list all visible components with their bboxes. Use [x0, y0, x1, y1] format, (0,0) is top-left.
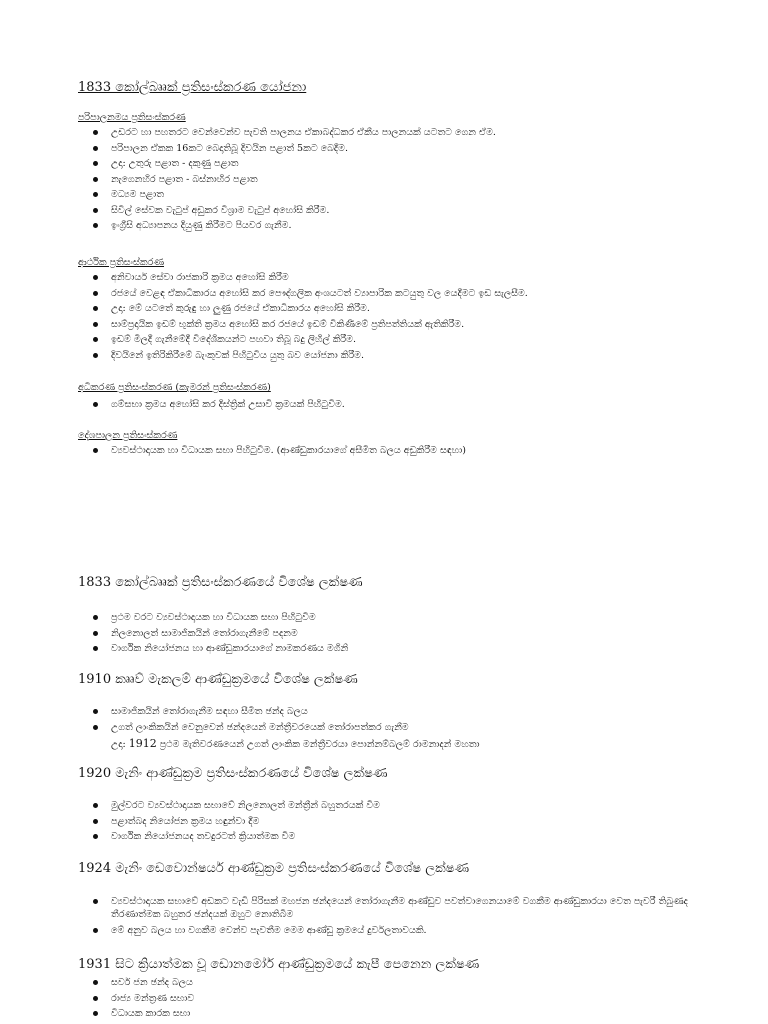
example-note: උදා: 1912 ප්‍රථම මැතිවරණයෙන් උගත් ලාංකික මන්ත්‍රීවරයා පොන්නම්බලම් රාමනාදන් මහතා: [111, 737, 480, 750]
list-item: වාර්ගික නියෝජනයද තවදුරටත් ක්‍රියාත්මක වීම: [78, 829, 738, 845]
list-item: මුල්වරට ව්‍යවස්ථාදායක සභාවේ නිලනොලත් මන්ත්‍රීන් බහුතරයක් වීම: [78, 798, 738, 814]
section-title-1910-features: 1910 කෲව් මැකලම් ආණ්ඩුක්‍රමයේ විශේෂ ලක්ෂණ: [78, 672, 358, 687]
list-item: සර්ව ජන ඡන්ද බලය: [78, 975, 738, 991]
list-item: නිලනොලත් සාමාජිකයින් තෝරාගැනීමේ පදනම: [78, 626, 738, 642]
section-title-1833-proposals: 1833 කෝල්බෲක් ප්‍රතිසංස්කරණ යෝජනා: [78, 80, 307, 95]
section-title-1920-features: 1920 මැනිං ආණ්ඩුක්‍රම ප්‍රතිසංස්කරණයේ විශේෂ ලක්ෂණ: [78, 766, 388, 781]
bullet-icon: [93, 803, 98, 808]
list-item: සාමාජිකයින් තෝරාගැනීම සඳහා සීමිත ඡන්ද බලය: [78, 704, 738, 720]
list-item: මධ්‍යම පළාත: [78, 187, 738, 203]
list-item: ව්‍යවස්ථාදායක හා විධායක සභා පිහිටුවීම. (ආණ්ඩුකාරයාගේ අසීමිත බලය අඩුකිරීම සඳහා): [78, 443, 738, 459]
list-item: උදා: මේ යටතේ කුරුඳු හා ලුණු රජයේ ඒකාධිකාරය අහෝසි කිරීම.: [78, 301, 738, 317]
bullet-icon: [93, 819, 98, 824]
list-item: උදා: උතුරු පළාත - දකුණු පළාත: [78, 156, 738, 172]
bullet-icon: [93, 725, 98, 730]
bullet-icon: [93, 306, 98, 311]
list-item: උගත් ලාංකිකයින් වෙනුවෙන් ඡන්දයෙන් මන්ත්‍රීවරයෙක් තෝරාපත්කර ගැනීම: [78, 720, 738, 736]
bullet-icon: [93, 834, 98, 839]
bullet-icon: [93, 146, 98, 151]
bullet-icon: [93, 291, 98, 296]
section-title-1924-features: 1924 මැනිං ඩෙවොන්ෂයර් ආණ්ඩුක්‍රම ප්‍රතිසංස්කරණයේ විශේෂ ලක්ෂණ: [78, 861, 470, 876]
section-title-1931-features: 1931 සිට ක්‍රියාත්මක වූ ඩොනමෝර් ආණ්ඩුක්‍රමයේ කැපී පෙනෙන ලක්ෂණ: [78, 957, 480, 972]
subheading-economic: ආර්ථික ප්‍රතිසංස්කරණ: [78, 257, 165, 268]
list-item: ඉඩම් මිලදී ගැනීමේදී විදේශිකයන්ට පහවා තිබූ බදු ලිහිල් කිරීම.: [78, 332, 738, 348]
list-item: ගම්සභා ක්‍රමය අහෝසි කර දිස්ත්‍රික් උසාවි ක්‍රමයක් පිහිටුවීම.: [78, 397, 738, 413]
list-item: ඉංග්‍රීසි අධ්‍යාපනය දියුණු කිරීමට පියවර ගැනීම.: [78, 218, 738, 234]
list-1924-features: [78, 894, 728, 939]
list-item: සාම්ප්‍රදායික ඉඩම් භුක්ති ක්‍රමය අහෝසි කර රජයේ ඉඩම් විකිණීමේ ප්‍රතිපත්තියක් ඇතිකිරීම.: [78, 317, 738, 333]
bullet-icon: [93, 275, 98, 280]
list-economic: [78, 270, 738, 363]
bullet-icon: [93, 448, 98, 453]
list-1931-features: [78, 975, 738, 1022]
bullet-icon: [93, 1011, 98, 1016]
bullet-icon: [93, 223, 98, 228]
bullet-icon: [93, 177, 98, 182]
bullet-icon: [93, 646, 98, 651]
list-item: පරිපාලන ඒකක 16කට බෙදාතිබූ දිවයින පළාත් 5කට බෙදීම.: [78, 141, 738, 157]
bullet-icon: [93, 353, 98, 358]
list-item: පළාත්බද නියෝජන ක්‍රමය හඳුන්වා දීම: [78, 814, 738, 830]
list-item: ව්‍යවස්ථාදායක සභාවේ අඩකට වැඩි පිරිසක් මහජන ඡන්දයෙන් තෝරාගැනීම ආණ්ඩුව පවත්වාගෙනයාමේ වගකීම ආණ්ඩුකාරයා වෙත පැවරී තිබුණද තීරණාත්මක බහුතර ඡන්දයක් ඔහුට නොතිබීම: [78, 894, 728, 923]
section-title-1833-features: 1833 කෝල්බෲක් ප්‍රතිසංස්කරණයේ විශේෂ ලක්ෂණ: [78, 575, 363, 590]
list-item: උඩරට හා පහතරට වෙන්වෙන්ව පැවති පාලනය ඒකාබද්ධකර ඒකීය පාලනයක් යටතට ගෙන ඒම.: [78, 125, 738, 141]
bullet-icon: [93, 130, 98, 135]
bullet-icon: [93, 980, 98, 985]
list-judicial: [78, 397, 738, 413]
subheading-administrative: පරිපාලනමය ප්‍රතිසංස්කරණ: [78, 112, 186, 123]
subheading-political: දේශපාලන ප්‍රතිසංස්කරණ: [78, 430, 178, 441]
bullet-icon: [93, 709, 98, 714]
list-item: ප්‍රථම වරට ව්‍යවස්ථාදායක හා විධායක සභා පිහිටුවීම: [78, 610, 738, 626]
list-1910-features: [78, 704, 738, 735]
list-political: [78, 443, 738, 459]
bullet-icon: [93, 337, 98, 342]
list-item: නැගෙනහිර පළාත - බස්නාහිර පළාත: [78, 172, 738, 188]
list-item: මේ අනුව බලය හා වගකීම වෙන්ව පැවතීම මෙම ආණ්ඩු ක්‍රමයේ දුර්වලතාවයකි.: [78, 923, 728, 939]
bullet-icon: [93, 615, 98, 620]
list-item: සිවිල් සේවක වැටුප් අඩුකර විශ්‍රාම වැටුප් අහෝසි කිරීම.: [78, 203, 738, 219]
bullet-icon: [93, 996, 98, 1001]
bullet-icon: [93, 899, 98, 904]
bullet-icon: [93, 192, 98, 197]
list-item: අනිවාර්ය සේවා රාජකාරි ක්‍රමය අහෝසි කිරීම: [78, 270, 738, 286]
list-item: දිවයිනේ ඉතිරිකිරීමේ බැංකුවක් පිහිටුවිය යුතු බව යෝජනා කිරීම.: [78, 348, 738, 364]
bullet-icon: [93, 402, 98, 407]
bullet-icon: [93, 161, 98, 166]
subheading-judicial: අධිකරණ ප්‍රතිසංස්කරණ (කැමරන් ප්‍රතිසංස්කරණ): [78, 382, 271, 393]
list-item: විධායක කාරක සභා: [78, 1006, 738, 1022]
list-1833-features: [78, 610, 738, 657]
list-item: වාර්ගික නියෝජනය හා ආණ්ඩුකාරයාගේ නාමකරණය මගිනි: [78, 641, 738, 657]
list-1920-features: [78, 798, 738, 845]
bullet-icon: [93, 208, 98, 213]
list-item: රජයේ වෙළඳ ඒකාධිකාරය අහෝසි කර පෞද්ගලික අංශයටත් ව්‍යාපාරික කටයුතු වල යෙදීමට ඉඩ සැලසීම.: [78, 286, 738, 302]
list-item: රාජ්‍ය මන්ත්‍රණ සභාව: [78, 991, 738, 1007]
bullet-icon: [93, 928, 98, 933]
bullet-icon: [93, 631, 98, 636]
list-administrative: [78, 125, 738, 234]
bullet-icon: [93, 322, 98, 327]
